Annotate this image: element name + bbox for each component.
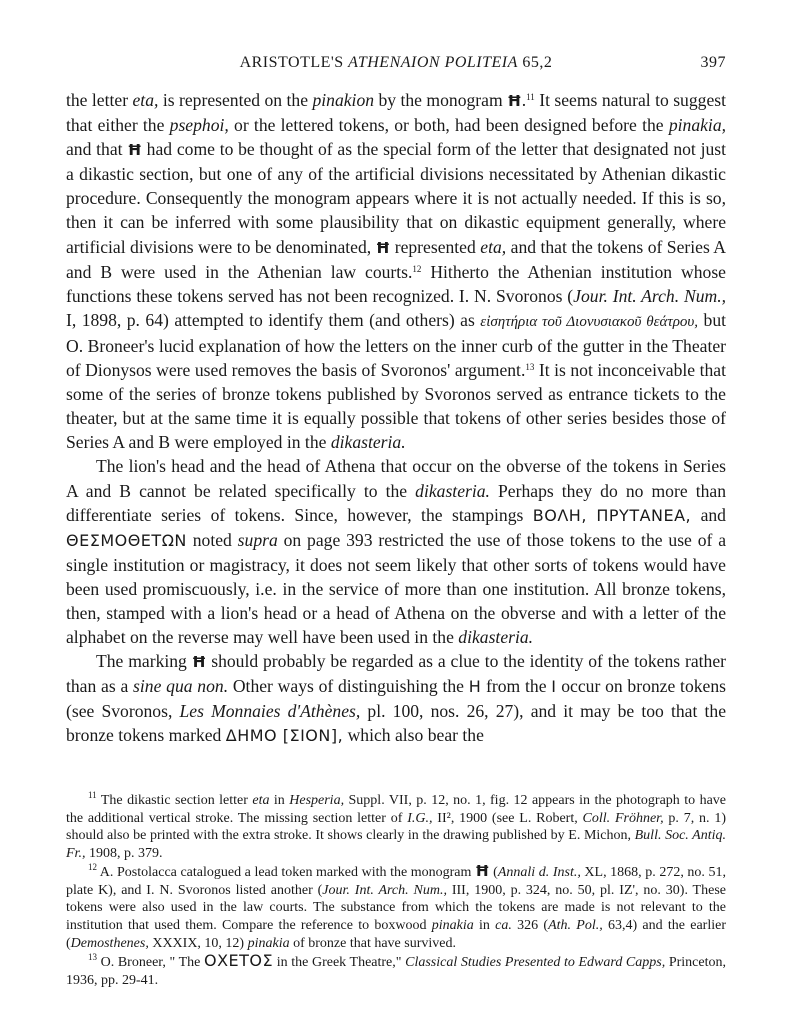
footnote-13: $^{13}$ O. Broneer, " The ΟΧΕΤΟΣ in the Greek Theatre," Classical Studies Presented to Edward Capps, Princeton, 1936, pp. 29-41. (66, 951, 726, 989)
monogram-glyph: Ħ (507, 92, 522, 110)
epigraphic-oxetos: ΟΧΕΤΟΣ (203, 951, 274, 971)
monogram-glyph: Ħ (375, 238, 391, 257)
epigraphic-prytanea: ΠΡΥΤΑΝΕΑ, (596, 505, 692, 525)
letter-i: I (551, 677, 557, 697)
running-header (66, 54, 726, 78)
running-title: ARISTOTLE'S ATHENAION POLITEIA 65,2 (239, 54, 553, 71)
footnotes (66, 792, 726, 990)
paragraph-2: The lion's head and the head of Athena that occur on the obverse of the tokens in Series A and B cannot be related specifically to the dikasteria. Perhaps they do no more than differentiate series of tokens. Since, however, the stampings ΒΟΛΗ, ΠΡΥΤΑΝΕΑ, and ΘΕΣΜΟΘΕΤΩΝ noted supra on page 393 restricted the use of those tokens to the use of a single institution or magistracy, it does not seem likely that other sorts of tokens would have been used promiscuously, i.e. in the service of more than one institution. All bronze tokens, then, stamped with a lion's head or a head of Athena on the obverse and with a letter of the alphabet on the reverse may well have been used in the dikasteria. (66, 456, 726, 648)
footnote-ref-13: 13 (525, 362, 535, 373)
letter-h: H (468, 677, 482, 697)
epigraphic-boah: ΒΟΛΗ, (532, 505, 587, 525)
epigraphic-demosion: ΔΗΜΟ [ΣΙΟΝ], (225, 726, 344, 746)
footnote-ref-12: 12 (412, 263, 422, 274)
monogram-glyph: Ħ (191, 653, 207, 672)
main-text (66, 88, 726, 749)
greek-phrase: εἰσητήρια τοῦ Διονυσιακοῦ θεάτρου, (480, 313, 699, 330)
footnote-12: $^{12}$ A. Postolacca catalogued a lead token marked with the monogram Ħ (Annali d. Inst., XL, 1868, p. 272, no. 51, plate K), and I. N. Svoronos listed another (Jour. Int. Arch. Num., III, 1900, p. 324, no. 50, pl. ΙΖ', no. 30). These tokens were also used in the law courts. The substance from which the tokens are made is not relevant to the institution that used them. Compare the reference to boxwood pinakia in ca. 326 (Ath. Pol., 63,4) and the earlier (Demosthenes, XXXIX, 10, 12) pinakia of bronze that have survived. (66, 861, 726, 951)
paragraph-1: the letter eta, is represented on the pinakion by the monogram Ħ.$^{11}$ It seems natural to suggest that either the psephoi, or the lettered tokens, or both, had been designed before the pinakia, and that Ħ had come to be thought of as the special form of the letter that designated not just a dikastic section, but one of any of the artificial divisions necessitated by Athenian dikastic procedure. Consequently the monogram appears where it is not actually needed. If this is so, then it can be inferred with some plausibility that on dikastic equipment generally, where artificial divisions were to be denominated, Ħ represented eta, and that the tokens of Series A and B were used in the Athenian law courts.$^{12}$ Hitherto the Athenian institution whose functions these tokens served has not been recognized. I. N. Svoronos (Jour. Int. Arch. Num., I, 1898, p. 64) attempted to identify them (and others) as εἰσητήρια τοῦ Διονυσιακοῦ θεάτρου, but O. Broneer's lucid explanation of how the letters on the inner curb of the gutter in the Theater of Dionysos were used removes the basis of Svoronos' argument.$^{13}$ It is not inconceivable that some of the series of bronze tokens published by Svoronos served as entrance tickets to the theater, but at the same time it is equally possible that tokens of other series besides those of Series A and B were employed in the dikasteria. (66, 90, 727, 453)
page-number: 397 (700, 54, 726, 71)
footnote-ref-11: 11 (526, 92, 535, 102)
monogram-glyph: Ħ (127, 141, 142, 160)
monogram-glyph: Ħ (474, 861, 490, 880)
footnote-11: $^{11}$ The dikastic section letter eta in Hesperia, Suppl. VII, p. 12, no. 1, fig. 12 appears in the photograph to have the additional vertical stroke. The missing section letter of I.G., II², 1900 (see L. Robert, Coll. Fröhner, p. 7, n. 1) should also be printed with the extra stroke. It shows clearly in the drawing published by E. Michon, Bull. Soc. Antiq. Fr., 1908, p. 379. (66, 790, 726, 862)
epigraphic-thesmothetai: ΘΕΣΜΟΘΕΤΩΝ (66, 530, 187, 550)
paragraph-3: The marking Ħ should probably be regarded as a clue to the identity of the tokens rather than as a sine qua non. Other ways of distinguishing the H from the I occur on bronze tokens (see Svoronos, Les Monnaies d'Athènes, pl. 100, nos. 26, 27), and it may be too that the bronze tokens marked ΔΗΜΟ [ΣΙΟΝ], which also bear the (66, 651, 727, 746)
